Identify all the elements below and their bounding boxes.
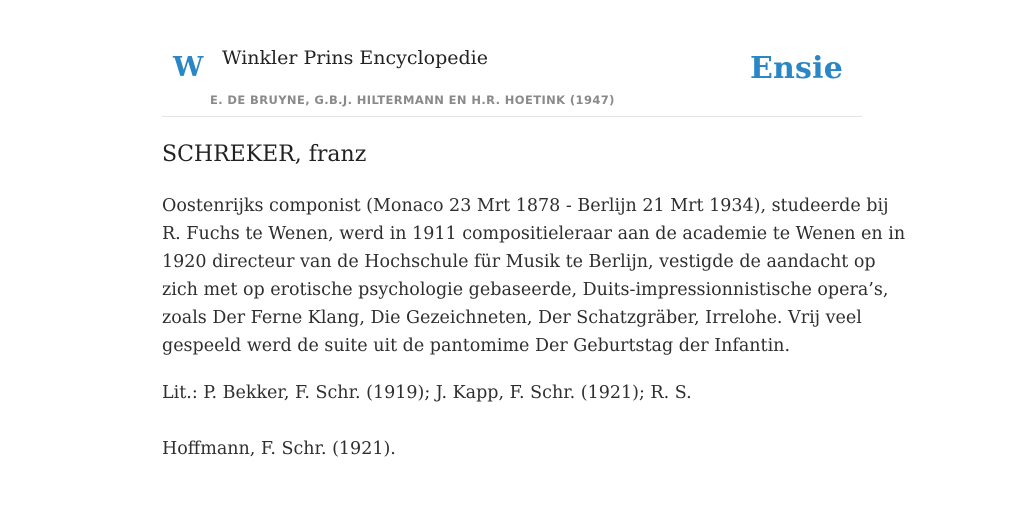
ensie-brand-logo[interactable]: Ensie [749,51,843,86]
site-authors: E. DE BRUYNE, G.B.J. HILTERMANN EN H.R. HOETINK (1947) [210,93,615,107]
entry-body-line: 1920 directeur van de Hochschule für Musik te Berlijn, vestigde de aandacht op [162,252,876,272]
literature-line: Lit.: P. Bekker, F. Schr. (1919); J. Kapp, F. Schr. (1921); R. S. [162,383,692,403]
site-title[interactable]: Winkler Prins Encyclopedie [222,47,488,69]
entry-body-line: zoals Der Ferne Klang, Die Gezeichneten, Der Schatzgräber, Irrelohe. Vrij veel [162,308,862,328]
winkler-prins-logo[interactable]: W [173,52,204,83]
entry-body-line: zich met op erotische psychologie gebaseerde, Duits-impressionnistische opera’s, [162,280,889,300]
entry-body-line: Oostenrijks componist (Monaco 23 Mrt 1878 - Berlijn 21 Mrt 1934), studeerde bij [162,196,889,216]
entry-body [162,192,906,360]
entry-body-line: gespeeld werd de suite uit de pantomime Der Geburtstag der Infantin. [162,336,791,356]
entry-body-line: R. Fuchs te Wenen, werd in 1911 compositieleraar aan de academie te Wenen en in [162,224,906,244]
site-header [162,30,862,117]
page-title: SCHREKER, franz [162,142,367,167]
literature-line: Hoffmann, F. Schr. (1921). [162,439,396,459]
